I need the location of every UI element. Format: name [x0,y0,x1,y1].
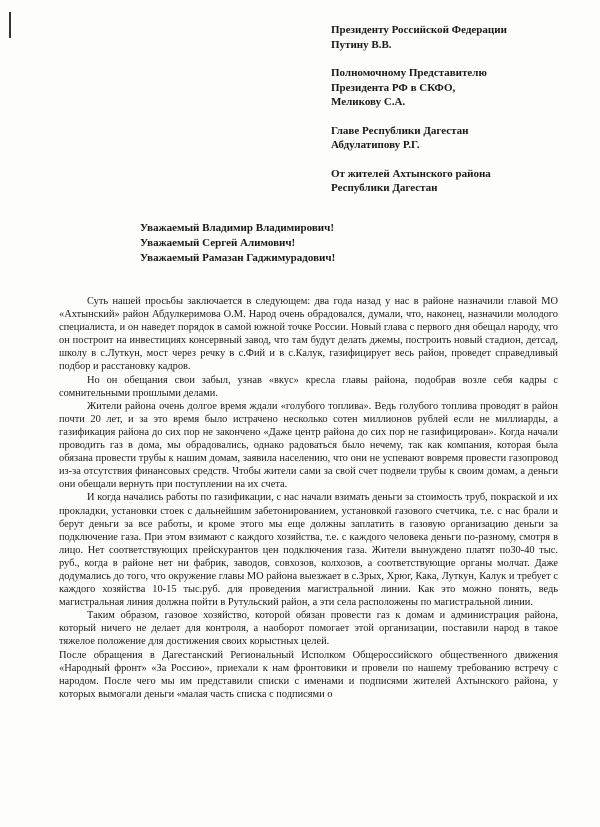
addressee-president [331,23,591,52]
body-paragraph: Суть нашей просьбы заключается в следующем: два года назад у нас в районе назначили главой МО «Ахтынский» район Абдулкеримова О.М. Народ очень обрадовался, думали, что, наконец, назначили молодого специалиста, и он наведет порядок в самой южной точке России. Новый глава с первого дня обещал народу, что он построит на инвестициях консервный завод, что там будут делать джемы, построить новый стадион, детсад, школу в с.Луткун, мост через речку в с.Фий и в с.Калук, газифицирует весь район, проведет справедливый подбор и расстановку кадров. [59,296,558,373]
addressee-line: Главе Республики Дагестан [331,124,469,137]
body-paragraph: После обращения в Дагестанский Региональный Исполком Общероссийского общественного движения «Народный фронт» «За Россию», приехали к нам фронтовики и провели по нашему требованию встречу с народом. После чего мы им представили списки с именами и подписями жителей Ахтынского района, у которых вымогали деньги «малая часть списка с подписями о [59,649,558,700]
body-paragraph: Таким образом, газовое хозяйство, которой обязан провести газ к домам и администрация района, который ничего не делает для контроля, а наоборот помогает этой организации, поставили народ в такое тяжелое положение для достижения своих корыстных целей. [59,610,558,648]
greeting-line: Уважаемый Владимир Владимирович! [140,222,334,234]
addressee-representative [331,66,591,110]
body-paragraph: И когда начались работы по газификации, с нас начали взимать деньги за стоимость труб, покраской и их прокладки, установки стоек с дальнейшим забетонированием, установкой газового счетчика, т.е. с нас брали и берут деньги за все работы, и кроме этого мы еще должны заплатить в газовую организацию деньги за подключение газа. При этом взимают с каждого хозяйства, т.е. с каждого человека деньги по-разному, смотря в лицо. Нет соответствующих прейскурантов цен подключения газа. Жители вынуждено платят по30-40 тыс. руб., когда в районе нет ни фабрик, заводов, совхозов, колхозов, а соответствующие органы молчат. Даже додумались до того, что окружение главы МО района выезжает в с.Зрых, Хрюг, Кака, Луткун, Калук и требует с каждого хозяйства 10-15 тыс.руб. для проведения магистральной линии. Как это можно понять, ведь магистральная линия должна пойти в Рутульский район, а эти села расположены по магистральной линии. [59,492,558,609]
letter-body [59,295,558,701]
greeting-line: Уважаемый Рамазан Гаджимурадович! [140,252,336,264]
addressee-line: Меликову С.А. [331,96,406,108]
sender-line: От жителей Ахтынского района [331,167,491,180]
addressee-head-of-republic [331,124,591,153]
addressee-line: Президента РФ в СКФО, [331,81,456,94]
sender-line: Республики Дагестан [331,182,438,194]
greeting-block [140,221,560,266]
scan-corner-mark [9,12,11,38]
addressee-line: Абдулатипову Р.Г. [331,139,420,151]
addressee-line: Полномочному Представителю [331,67,487,79]
greeting-line: Уважаемый Сергей Алимович! [140,237,296,249]
body-paragraph: Жители района очень долгое время ждали «голубого топлива». Ведь голубого топлива проводят в район почти 20 лет, и за это время было истрачено несколько сотен миллионов рублей если не миллиарды, а газификация района до сих пор не закончено «Даже центр района до сих пор не газифицирован». Когда начали проводить газ в дома, мы обрадовались, однако радоваться было нечему, так как компания, которая была обязана провести трубы к нашим домам, заявила населению, что они не успевают вовремя провести газопровод из-за отсутствия финансовых средств. Чтобы жители сами за свой счет подвели трубы к своим домам, а деньги они обещали вернуть при поступлении на их счета. [59,400,558,491]
addressee-line: Президенту Российской Федерации [331,24,507,36]
addressee-line: Путину В.В. [331,38,392,51]
body-paragraph: Но он обещания свои забыл, узнав «вкус» кресла главы района, подобрав возле себя кадры с сомнительными прошлыми делами. [59,374,558,399]
sender-block [331,167,591,196]
addressee-block [331,23,591,210]
